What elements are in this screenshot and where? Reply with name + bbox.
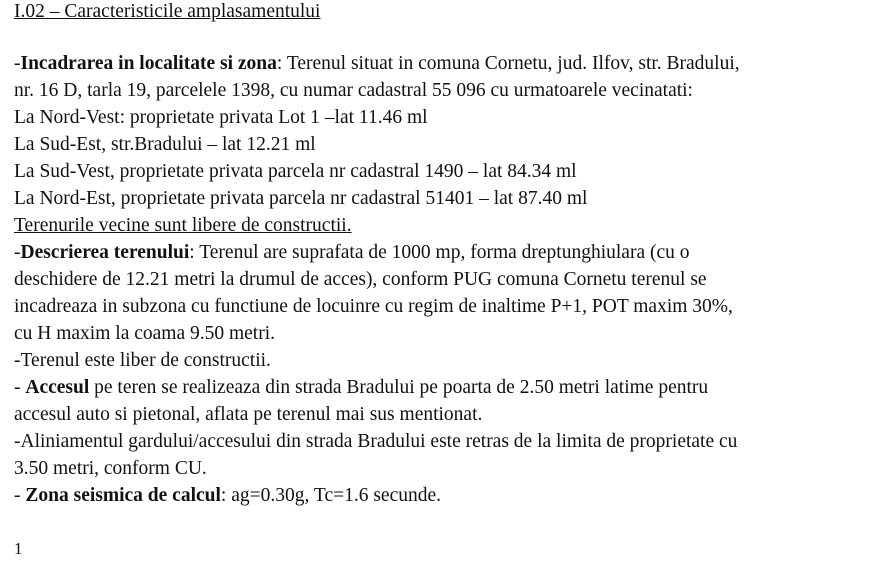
descriere-line-1: [14, 239, 884, 266]
accesul-prefix: -: [14, 377, 26, 398]
seismic-label: Zona seismica de calcul: [25, 485, 221, 506]
incadrare-label: Incadrarea in localitate si zona: [20, 53, 277, 74]
incadrare-line-1-text: : Terenul situat in comuna Cornetu, jud. Ilfov, str. Bradului,: [276, 53, 740, 74]
accesul-line-1-text: pe teren se realizeaza din strada Bradului pe poarta de 2.50 metri latime pentru: [89, 377, 709, 398]
teren-liber-line: -Terenul este liber de constructii.: [14, 350, 271, 371]
descriere-line-3: incadreaza in subzona cu functiune de locuinre cu regim de inaltime P+1, POT maxim 30%,: [14, 296, 733, 317]
aliniament-line-1: -Aliniamentul gardului/accesului din strada Bradului este retras de la limita de proprietate cu: [14, 431, 738, 452]
vecinatate-sud-vest: La Sud-Vest, proprietate privata parcela nr cadastral 1490 – lat 84.34 ml: [14, 161, 577, 182]
incadrare-prefix: -: [14, 53, 21, 74]
aliniament-paragraph: [14, 428, 884, 482]
document-page: [14, 0, 884, 509]
seismic-prefix: -: [14, 485, 26, 506]
descriere-line-4: cu H maxim la coama 9.50 metri.: [14, 323, 276, 344]
vecinatate-nord-est: La Nord-Est, proprietate privata parcela nr cadastral 51401 – lat 87.40 ml: [14, 188, 588, 209]
vecinatate-sud-est: La Sud-Est, str.Bradului – lat 12.21 ml: [14, 134, 316, 155]
incadrare-line-1: [14, 50, 884, 77]
descriere-line-1-text: : Terenul are suprafata de 1000 mp, forma dreptunghiulara (cu o: [189, 242, 690, 263]
vecinatati-note: Terenurile vecine sunt libere de constructii.: [14, 215, 352, 236]
accesul-label: Accesul: [25, 377, 90, 398]
aliniament-line-2: 3.50 metri, conform CU.: [14, 458, 207, 479]
accesul-line-2: accesul auto si pietonal, aflata pe terenul mai sus mentionat.: [14, 404, 483, 425]
incadrare-line-2: nr. 16 D, tarla 19, parcelele 1398, cu numar cadastral 55 096 cu urmatoarele vecinatati:: [14, 80, 693, 101]
page-number: 1: [14, 539, 23, 558]
section-heading: I.02 – Caracteristicile amplasamentului: [14, 1, 321, 22]
descriere-paragraph: [14, 239, 884, 347]
descriere-line-2: deschidere de 12.21 metri la drumul de acces), conform PUG comuna Cornetu terenul se: [14, 269, 707, 290]
accesul-paragraph: [14, 374, 884, 428]
incadrare-paragraph: [14, 50, 884, 239]
descriere-prefix: -: [14, 242, 21, 263]
seismic-text: : ag=0.30g, Tc=1.6 secunde.: [220, 485, 442, 506]
spacer: [14, 24, 884, 50]
descriere-label: Descrierea terenului: [20, 242, 190, 263]
vecinatate-nord-vest: La Nord-Vest: proprietate privata Lot 1 –lat 11.46 ml: [14, 107, 428, 128]
accesul-line-1: [14, 374, 884, 401]
seismic-line: [14, 482, 884, 509]
